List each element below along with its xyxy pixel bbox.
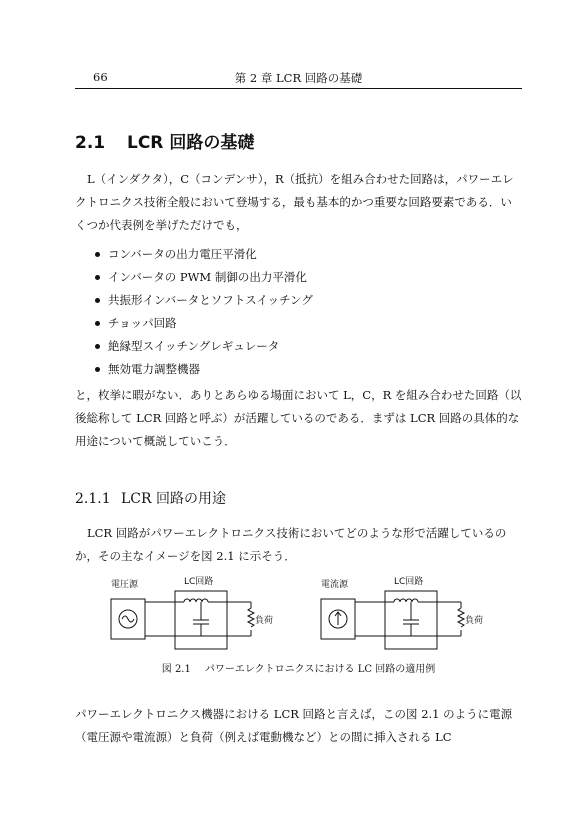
section-title: LCR 回路の基礎 (127, 133, 255, 153)
right-load-label: 負荷 (465, 616, 484, 626)
list-item: チョッパ回路 (94, 312, 313, 335)
left-circuit (111, 591, 254, 649)
right-lc-label: LC回路 (394, 577, 424, 587)
figure-lc-circuit (103, 573, 493, 653)
section-heading (75, 128, 254, 153)
right-circuit (321, 591, 464, 649)
right-source-label: 電流源 (321, 580, 349, 590)
subsection-paragraph: LCR 回路がパワーエレクトロニクス技術においてどのような形で活躍しているのか，その主なイメージを図 2.1 に示そう． (75, 526, 507, 563)
left-lc-label: LC回路 (184, 577, 214, 587)
figure-caption (75, 663, 522, 677)
running-title: 第 2 章 LCR 回路の基礎 (234, 71, 363, 85)
subsection-number: 2.1.1 (75, 491, 111, 507)
after-list-paragraph: と，枚挙に暇がない．ありとあらゆる場面において L，C，R を組み合わせた回路（以後総称して LCR 回路と呼ぶ）が活躍しているのである．まずは LCR 回路の具体的な用途について概説していこう． (75, 388, 522, 448)
inductor-symbol (394, 599, 418, 602)
page-number: 66 (93, 70, 108, 84)
circuit-diagram (103, 573, 493, 653)
list-item: インバータの PWM 制御の出力平滑化 (94, 266, 313, 289)
caption-text: パワーエレクトロニクスにおける LC 回路の適用例 (204, 664, 436, 675)
load-resistor-symbol (458, 608, 464, 627)
left-source-label: 電圧源 (111, 580, 139, 590)
inductor-symbol (184, 599, 208, 602)
list-item: 共振形インバータとソフトスイッチング (94, 289, 313, 312)
section-number: 2.1 (75, 133, 106, 153)
application-list (94, 243, 313, 381)
list-item: 絶縁型スイッチングレギュレータ (94, 335, 313, 358)
closing-paragraph: パワーエレクトロニクス機器における LCR 回路と言えば，この図 2.1 のように電源（電圧源や電流源）と負荷（例えば電動機など）との間に挿入される LC (75, 707, 513, 744)
caption-number: 図 2.1 (161, 664, 191, 675)
subsection-title: LCR 回路の用途 (121, 491, 226, 507)
left-load-label: 負荷 (255, 616, 274, 626)
subsection-heading (75, 488, 226, 508)
running-header (75, 66, 522, 89)
list-item: コンバータの出力電圧平滑化 (94, 243, 313, 266)
load-resistor-symbol (248, 608, 254, 627)
intro-paragraph: L（インダクタ），C（コンデンサ），R（抵抗）を組み合わせた回路は，パワーエレクトロニクス技術全般において登場する，最も基本的かつ重要な回路要素である．いくつか代表例を挙げただけでも， (75, 172, 514, 232)
list-item: 無効電力調整機器 (94, 358, 313, 381)
